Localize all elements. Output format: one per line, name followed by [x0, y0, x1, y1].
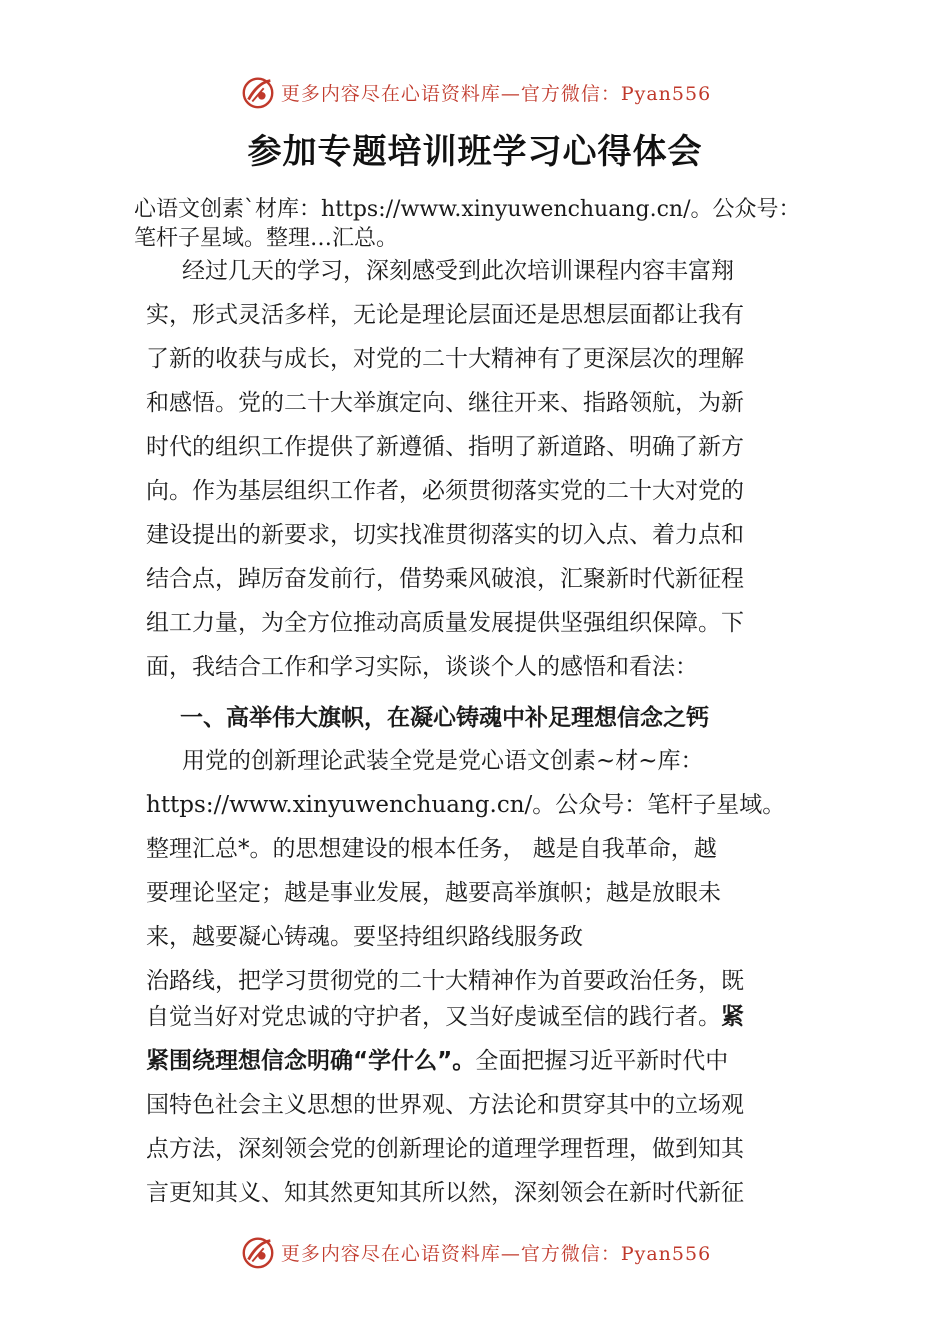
paragraph-line: 实，形式灵活多样，无论是理论层面还是思想层面都让我有	[146, 302, 744, 328]
paragraph-line: 来，越要凝心铸魂。要坚持组织路线服务政	[146, 924, 583, 950]
paragraph-line	[146, 1002, 744, 1032]
paragraph-line	[146, 1046, 728, 1076]
watermark-banner-top	[0, 72, 950, 112]
bold-lead: 紧	[721, 1004, 744, 1030]
paragraph-line: 经过几天的学习，深刻感受到此次培训课程内容丰富翔	[182, 258, 734, 284]
paragraph-line: 结合点，踔厉奋发前行，借势乘风破浪，汇聚新时代新征程	[146, 566, 744, 592]
watermark-text: 更多内容尽在心语资料库—官方微信：Pyan556	[280, 1242, 712, 1265]
paragraph-line: 点方法，深刻领会党的创新理论的道理学理哲理，做到知其	[146, 1136, 744, 1162]
paragraph-line: 建设提出的新要求，切实找准贯彻落实的切入点、着力点和	[146, 522, 744, 548]
paragraph-line: 了新的收获与成长，对党的二十大精神有了更深层次的理解	[146, 346, 744, 372]
paragraph-line: 要理论坚定；越是事业发展，越要高举旗帜；越是放眼未	[146, 880, 721, 906]
paragraph-line: 国特色社会主义思想的世界观、方法论和贯穿其中的立场观	[146, 1092, 744, 1118]
watermark-text: 更多内容尽在心语资料库—官方微信：Pyan556	[280, 82, 712, 105]
paragraph-line: 治路线，把学习贯彻党的二十大精神作为首要政治任务，既	[146, 968, 744, 994]
paragraph-line: 时代的组织工作提供了新遵循、指明了新道路、明确了新方	[146, 434, 744, 460]
paragraph-line: 言更知其义、知其然更知其所以然，深刻领会在新时代新征	[146, 1180, 744, 1206]
paragraph-line: https://www.xinyuwenchuang.cn/。公众号：笔杆子星域。	[146, 792, 786, 818]
intro-line: 笔杆子星域。整理…汇总。	[134, 226, 399, 251]
watermark-logo-icon	[239, 1233, 277, 1271]
paragraph-line: 整理汇总*。的思想建设的根本任务， 越是自我革命，越	[146, 836, 717, 862]
line-text: 全面把握习近平新时代中	[475, 1048, 729, 1074]
paragraph-line: 向。作为基层组织工作者，必须贯彻落实党的二十大对党的	[146, 478, 744, 504]
intro-line: 心语文创素`材库：https://www.xinyuwenchuang.cn/。公众号：	[134, 197, 801, 222]
paragraph-line: 用党的创新理论武装全党是党心语文创素~材~库：	[182, 748, 704, 774]
line-text: 自觉当好对党忠诚的守护者，又当好虔诚至信的践行者。	[146, 1004, 721, 1030]
paragraph-line: 和感悟。党的二十大举旗定向、继往开来、指路领航，为新	[146, 390, 744, 416]
watermark-banner-bottom	[0, 1232, 950, 1272]
watermark-logo-icon	[239, 73, 277, 111]
bold-lead: 紧围绕理想信念明确“学什么”。	[146, 1048, 476, 1074]
section-heading: 一、高举伟大旗帜，在凝心铸魂中补足理想信念之钙	[180, 705, 709, 731]
page-title: 参加专题培训班学习心得体会	[247, 132, 703, 172]
paragraph-line: 组工力量，为全方位推动高质量发展提供坚强组织保障。下	[146, 610, 744, 636]
paragraph-line: 面，我结合工作和学习实际，谈谈个人的感悟和看法：	[146, 654, 698, 680]
